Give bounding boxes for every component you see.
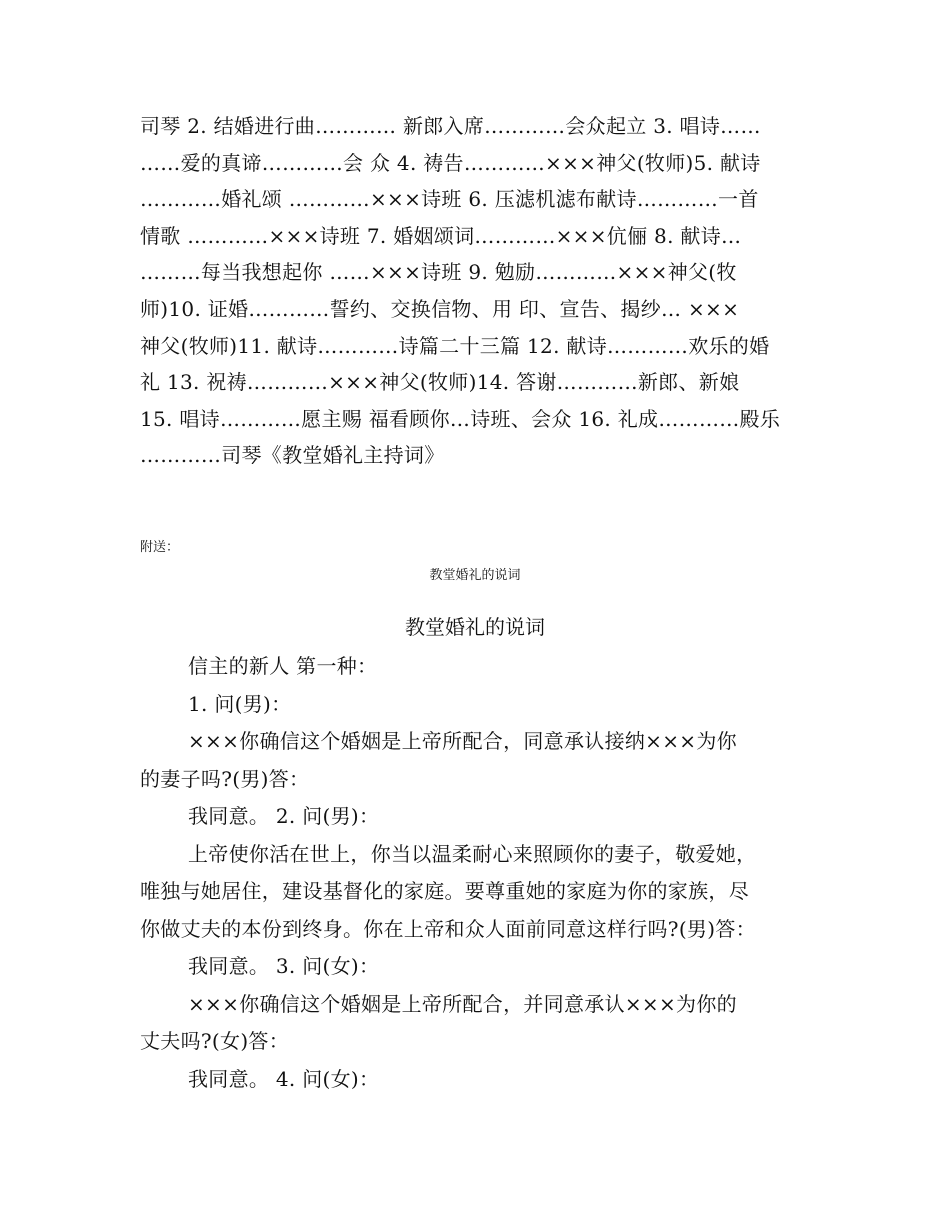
program-line: …………婚礼颂 …………×××诗班 6. 压滤机滤布献诗…………一首 xyxy=(140,187,759,212)
program-line: 师)10. 证婚…………誓约、交换信物、用 印、宣告、揭纱… ××× xyxy=(140,296,740,321)
paragraph-line: 1. 问(男)： xyxy=(188,691,292,716)
paragraph-line: ×××你确信这个婚姻是上帝所配合，同意承认接纳×××为你 xyxy=(188,729,737,753)
program-line: ………每当我想起你 ……×××诗班 9. 勉励…………×××神父(牧 xyxy=(140,260,737,285)
paragraph-line: 我同意。 2. 问(男)： xyxy=(188,804,380,828)
program-line: 情歌 …………×××诗班 7. 婚姻颂词…………×××伉俪 8. 献诗… xyxy=(140,223,742,248)
appendix-label: 附送： xyxy=(140,540,180,555)
program-line: 15. 唱诗…………愿主赐 福看顾你…诗班、会众 16. 礼成…………殿乐 xyxy=(140,406,781,431)
paragraph-line: 你做丈夫的本份到终身。你在上帝和众人面前同意这样行吗?(男)答： xyxy=(140,916,756,941)
section-title: 教堂婚礼的说词 xyxy=(405,615,545,639)
program-text xyxy=(140,108,810,474)
paragraph-line: 上帝使你活在世上，你当以温柔耐心来照顾你的妻子，敬爱她， xyxy=(188,841,757,866)
appendix-small-title: 教堂婚礼的说词 xyxy=(429,568,521,583)
paragraph-line: 唯独与她居住，建设基督化的家庭。要尊重她的家庭为你的家族，尽 xyxy=(140,879,749,903)
program-line: …………司琴《教堂婚礼主持词》 xyxy=(140,443,445,468)
program-line: ……爱的真谛…………会 众 4. 祷告…………×××神父(牧师)5. 献诗 xyxy=(140,150,761,175)
program-line: 司琴 2. 结婚进行曲………… 新郎入席…………会众起立 3. 唱诗…… xyxy=(140,114,761,138)
paragraph-line: 丈夫吗?(女)答： xyxy=(140,1029,290,1053)
program-line: 礼 13. 祝祷…………×××神父(牧师)14. 答谢…………新郎、新娘 xyxy=(140,370,740,395)
paragraph-line: 我同意。 4. 问(女)： xyxy=(188,1066,380,1091)
paragraph-line: 的妻子吗?(男)答： xyxy=(140,766,310,791)
paragraph-line: 我同意。 3. 问(女)： xyxy=(188,954,380,978)
paragraph-line: 信主的新人 第一种： xyxy=(188,654,378,678)
program-line: 神父(牧师)11. 献诗…………诗篇二十三篇 12. 献诗…………欢乐的婚 xyxy=(140,333,770,358)
paragraph-line: ×××你确信这个婚姻是上帝所配合，并同意承认×××为你的 xyxy=(188,991,737,1016)
vows-text xyxy=(140,648,810,1098)
